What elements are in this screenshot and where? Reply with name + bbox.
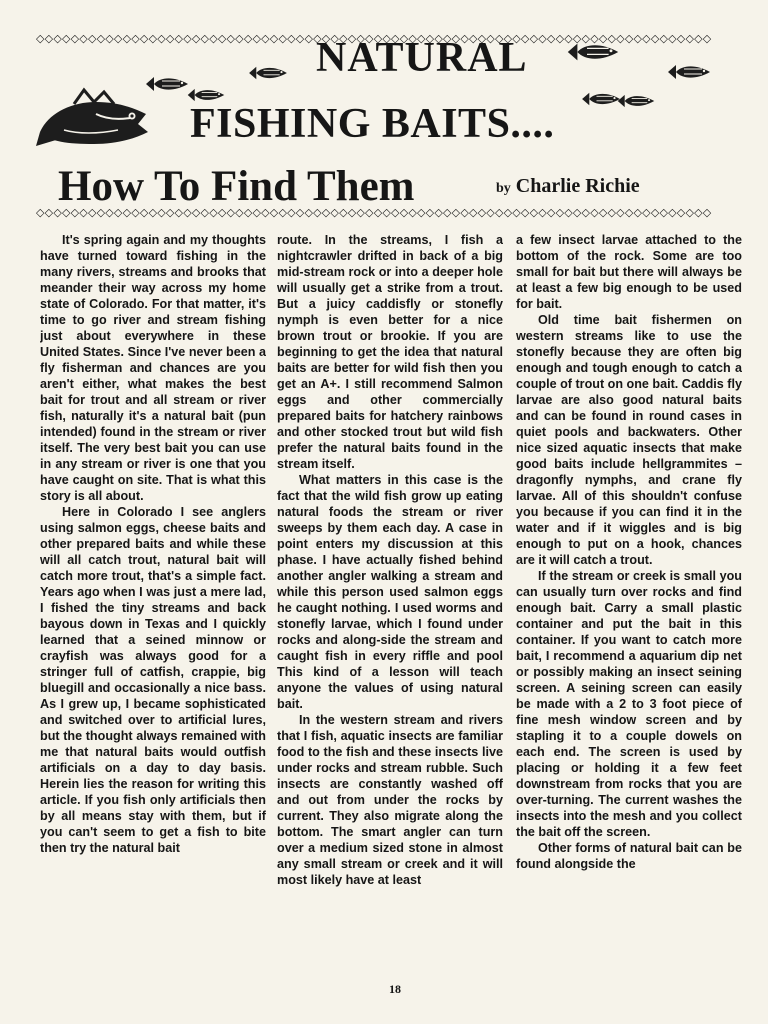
byline	[496, 172, 640, 203]
small-fish-icon	[144, 74, 190, 94]
article-column-3	[516, 232, 742, 982]
title-line-2: FISHING BAITS....	[190, 101, 555, 147]
byline-prefix: by	[496, 181, 511, 196]
article-column-1	[40, 232, 266, 982]
small-fish-icon	[562, 40, 624, 64]
paragraph: route. In the streams, I fish a nightcrawler drifted in back of a big mid-stream rock or into a deeper hole will usually get a strike from a trout. But a juicy caddisfly or stonefly nymph is even better for a nice brown trout or brookie. If you are beginning to get the idea that natural baits are better for wild fish then you get an A+. I still recommend Salmon eggs and other commercially prepared baits for hatchery rainbows and other stocked trout but wild fish prefer the natural baits found in the stream itself.	[277, 233, 503, 471]
author-name: Charlie Richie	[515, 175, 640, 197]
small-fish-icon	[246, 64, 290, 82]
small-fish-icon	[616, 92, 656, 110]
paragraph: Here in Colorado I see anglers using salmon eggs, cheese baits and other prepared baits and while these will all catch trout, natural bait will catch more trout, that's a simple fact. Years ago when I was just a mere lad, I fished the tiny streams and back bayous down in Texas and I quickly learned that a seined minnow or crayfish was always good for a stringer full of catfish, crappie, big bluegill and occasionally a nice bass. As I grew up, I became sophisticated and switched over to artificial lures, but the thought always remained with me that natural baits would outfish artificials on a day to day basis. Herein lies the reason for writing this article. If you fish only artificials then by all means stay with them, but if you can't seem to get a fish to bite then try the natural bait	[40, 505, 266, 855]
subtitle: How To Find Them	[58, 163, 415, 210]
paragraph: In the western stream and rivers that I fish, aquatic insects are familiar food to the fish and these insects live under rocks and stream rubble. Such insects are constantly washed off and out from under the rocks by current. They also migrate along the bottom. The smart angler can turn over a medium sized stone in almost any small stream or creek and it will most likely have at least	[277, 713, 503, 887]
page-number: 18	[389, 982, 401, 996]
paragraph: What matters in this case is the fact that the wild fish grow up eating natural foods the stream or river sweeps by them each day. A case in point enters my discussion at this phase. I have actually fished behind another angler walking a stream and while this person used salmon eggs he caught nothing. I used worms and stonefly larvae, which I found under rocks and along-side the stream and caught fish in every riffle and pool This kind of a lesson will teach anyone the values of using natural bait.	[277, 473, 503, 711]
paragraph: If the stream or creek is small you can usually turn over rocks and find enough bait. Carry a small plastic container and put the bait in this container. If you want to catch more bait, I recommend a aquarium dip net or possibly making an insect seining screen. A seining screen can easily be made with a 2 to 3 foot piece of fine mesh window screen and by stapling it to a couple dowels on each end. The screen is used by placing or holding it a few feet downstream from rocks that you are over-turning. The current washes the insects into the mesh and you collect the bait off the screen.	[516, 569, 742, 839]
title-diamond-border: ◇◇◇◇◇◇◇◇◇◇◇◇◇◇◇◇◇◇◇◇◇◇◇◇◇◇◇◇◇◇◇◇◇◇◇◇◇◇◇◇◇◇◇◇◇◇◇◇◇◇◇◇◇◇◇◇◇◇◇◇◇◇◇◇◇◇◇◇◇◇◇◇◇◇◇◇◇◇	[36, 206, 712, 219]
bass-fish-icon	[34, 84, 154, 156]
paragraph: It's spring again and my thoughts have turned toward fishing in the many rivers, streams and brooks that meander their way across my home state of Colorado. For that matter, it's time to go river and stream fishing just about everywhere in these United States. Since I've never been a fly fisherman and chances are you aren't either, what makes the best bait for trout and all stream or river fish, naturally it's a natural bait (pun intended) found in the stream or river itself. The very best bait you can use in any stream or river is one that you have caught on site. That is what this story is all about.	[40, 233, 266, 503]
top-diamond-border: ◇◇◇◇◇◇◇◇◇◇◇◇◇◇◇◇◇◇◇◇◇◇◇◇◇◇◇◇◇◇◇◇◇◇◇◇◇◇◇◇◇◇◇◇◇◇◇◇◇◇◇◇◇◇◇◇◇◇◇◇◇◇◇◇◇◇◇◇◇◇◇◇◇◇◇◇◇◇	[36, 32, 712, 45]
title-line-1: NATURAL	[316, 35, 528, 81]
small-fish-icon	[664, 62, 714, 82]
paragraph: Old time bait fishermen on western streams like to use the stonefly because they are often big enough and tough enough to catch a couple of trout on one bait. Caddis fly larvae are also good natural baits and can be found in round cases in quiet pools and backwaters. Other nice sized aquatic insects that make good baits include hellgrammites – dragonfly nymphs, and crane fly larvae. All of this shouldn't confuse you because if you can find it in the water and if it wiggles and is big enough to put on a hook, chances are it will catch a trout.	[516, 313, 742, 567]
article-column-2	[277, 232, 503, 982]
paragraph: Other forms of natural bait can be found alongside the	[516, 841, 742, 871]
paragraph: a few insect larvae attached to the bottom of the rock. Some are too small for bait but there will always be at least a few big enough to be used for bait.	[516, 233, 742, 311]
